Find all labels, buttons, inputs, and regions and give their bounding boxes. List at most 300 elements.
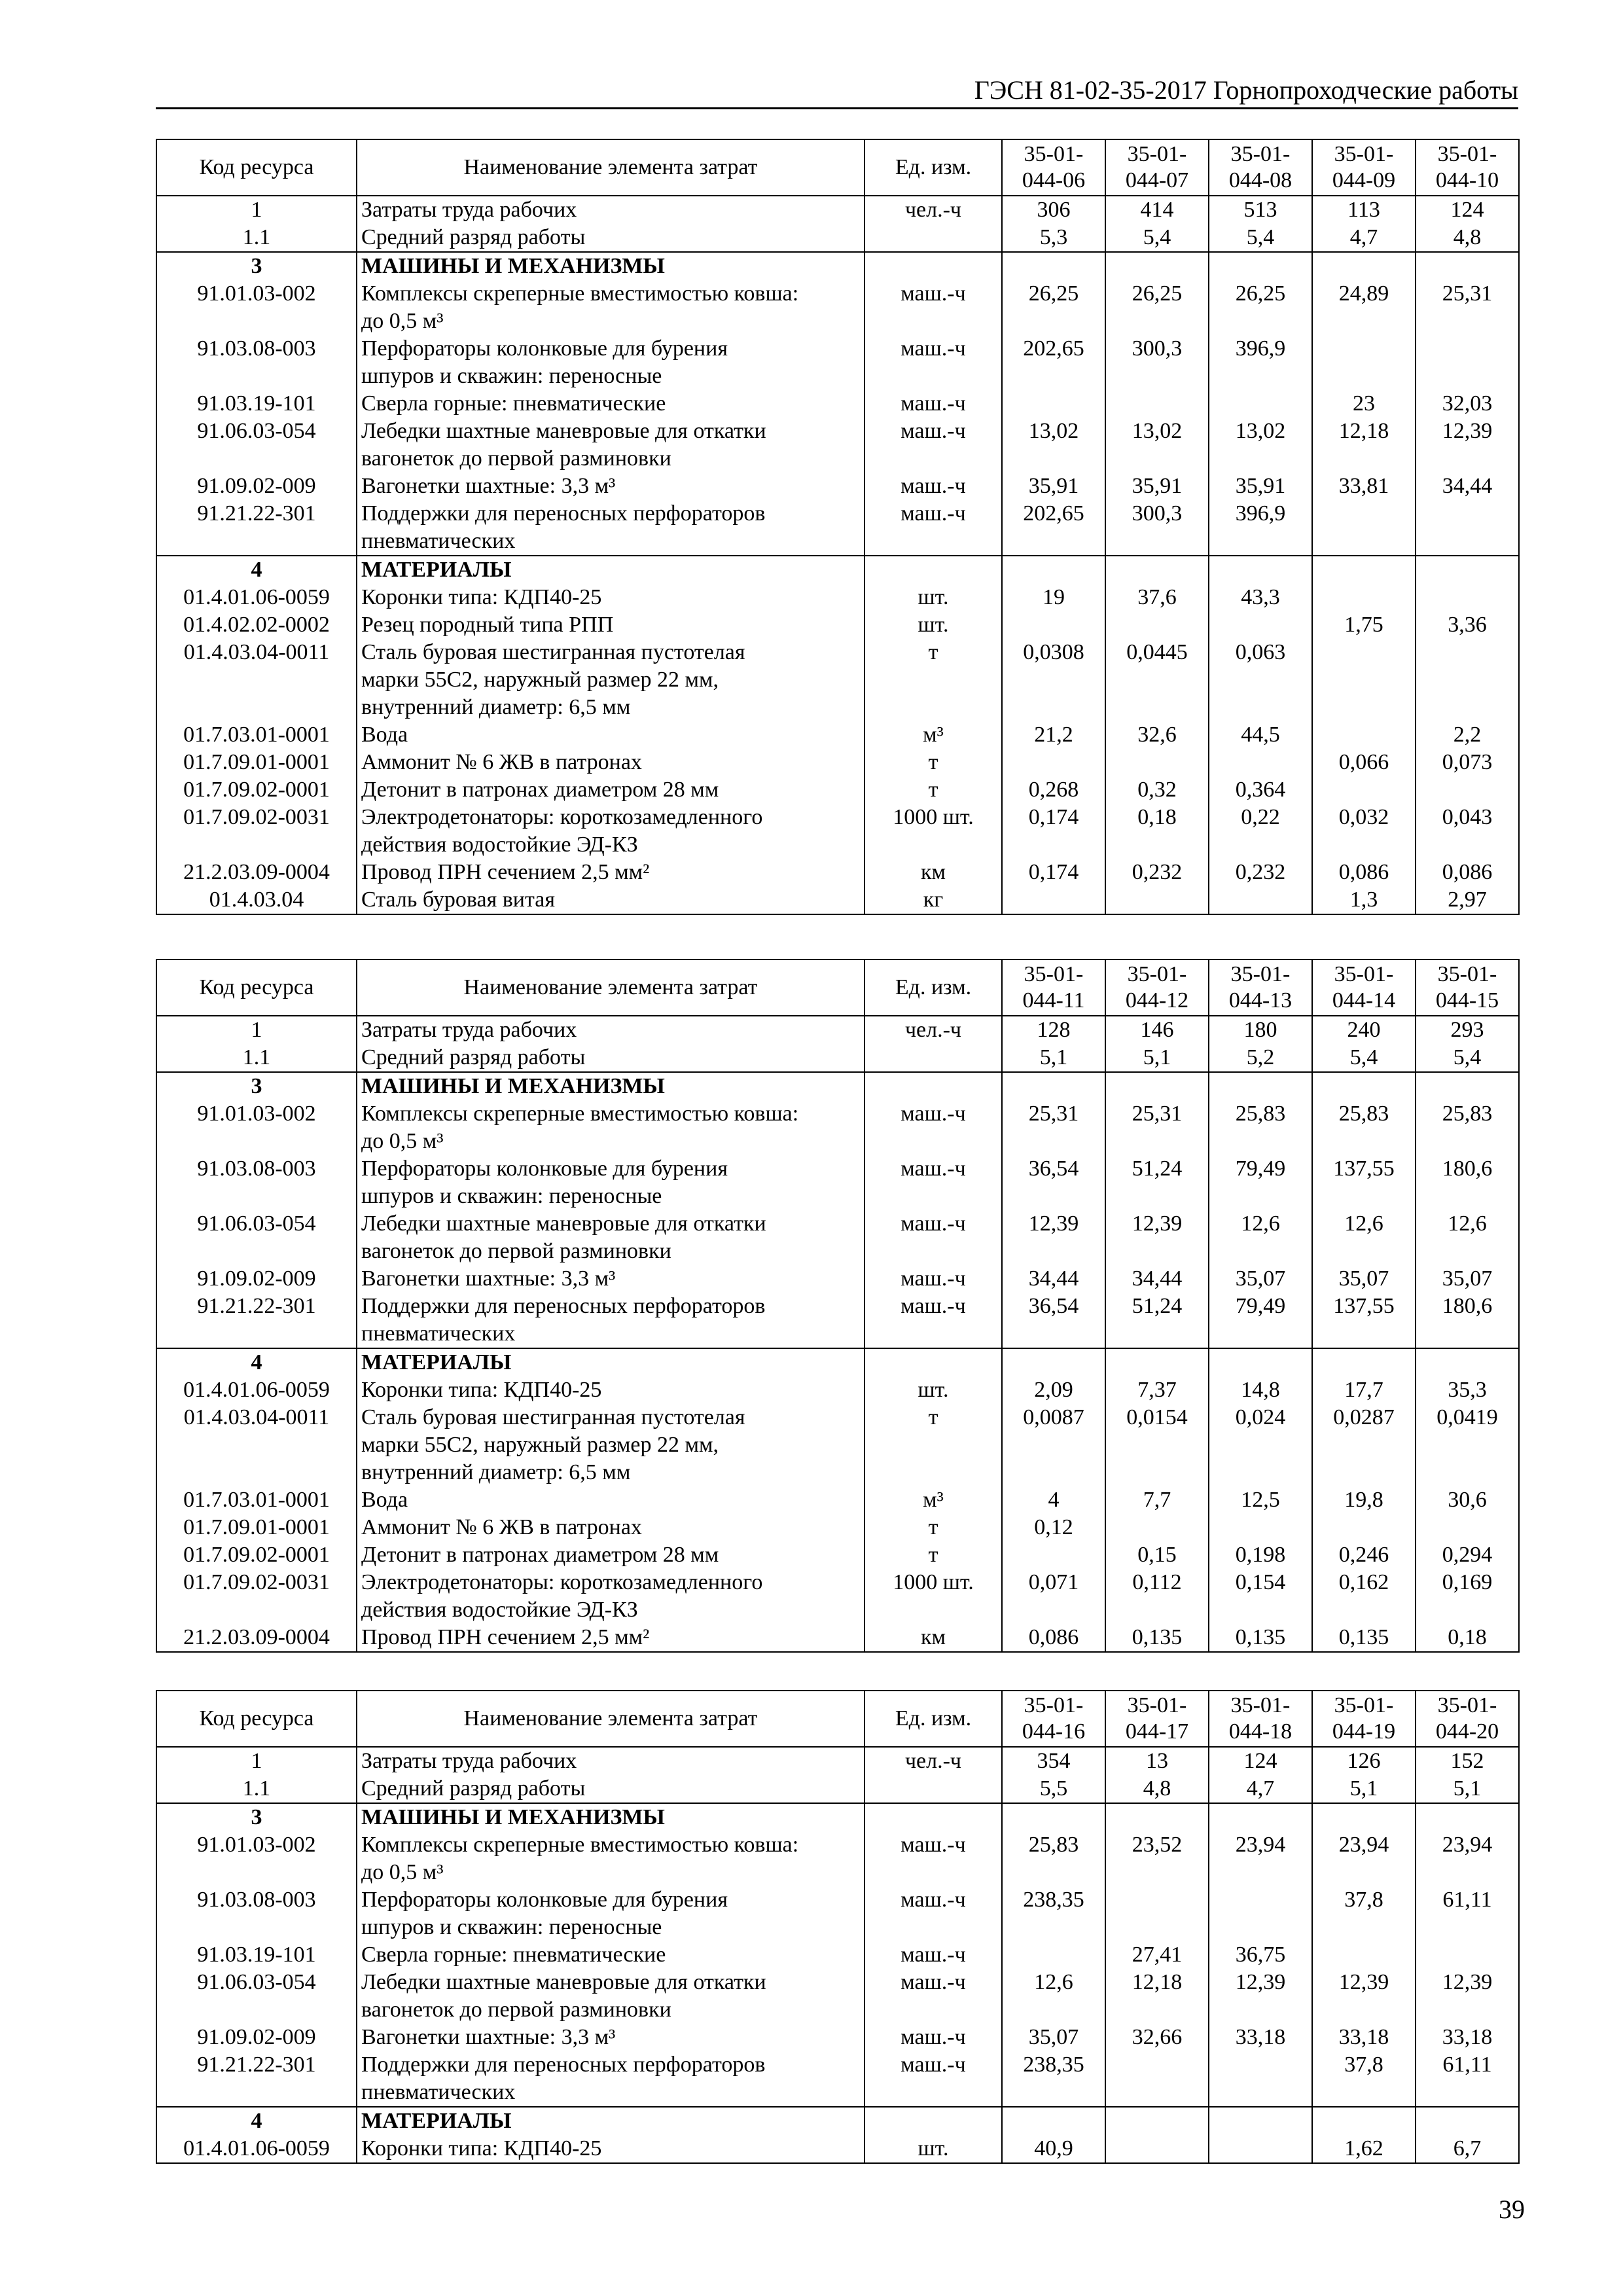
table-row <box>156 2024 1519 2051</box>
resource-code: 1 <box>156 1016 357 1044</box>
norm-value: 5,4 <box>1105 224 1209 252</box>
norm-value: 180,6 <box>1416 1293 1519 1348</box>
resource-code: 91.03.08-003 <box>156 1886 357 1941</box>
unit <box>865 1044 1002 1072</box>
resource-code: 21.2.03.09-0004 <box>156 859 357 886</box>
header-code: Код ресурса <box>156 1691 357 1747</box>
table-row <box>156 1486 1519 1514</box>
cost-element-name: Средний разряд работы <box>357 224 865 252</box>
header-norm-code: 35-01- 044-06 <box>1002 139 1105 196</box>
norm-value: 0,169 <box>1416 1569 1519 1624</box>
norm-value <box>1416 1348 1519 1376</box>
unit: 1000 шт. <box>865 1569 1002 1624</box>
norm-value: 12,18 <box>1312 418 1416 473</box>
norm-value: 124 <box>1416 196 1519 224</box>
unit: чел.-ч <box>865 196 1002 224</box>
norm-value: 0,162 <box>1312 1569 1416 1624</box>
table-row <box>156 611 1519 639</box>
norm-value: 25,31 <box>1416 280 1519 335</box>
cost-element-name: Вагонетки шахтные: 3,3 м³ <box>357 473 865 500</box>
unit: маш.-ч <box>865 1886 1002 1941</box>
resource-code: 91.03.08-003 <box>156 335 357 390</box>
cost-element-name: Лебедки шахтные маневровые для откатки вагонеток до первой разминовки <box>357 418 865 473</box>
norm-value: 12,6 <box>1416 1210 1519 1265</box>
cost-element-name: Комплексы скреперные вместимостью ковша: до 0,5 м³ <box>357 1831 865 1886</box>
norm-value: 0,198 <box>1209 1541 1312 1569</box>
norm-value <box>1105 1886 1209 1941</box>
norm-value: 25,83 <box>1209 1100 1312 1155</box>
norm-value <box>1416 500 1519 556</box>
unit: т <box>865 1404 1002 1486</box>
norm-value: 0,364 <box>1209 776 1312 804</box>
norm-value: 2,2 <box>1416 721 1519 749</box>
norm-value <box>1416 776 1519 804</box>
table-row <box>156 886 1519 914</box>
table-row <box>156 804 1519 859</box>
header-norm-code: 35-01- 044-08 <box>1209 139 1312 196</box>
norm-value: 180,6 <box>1416 1155 1519 1210</box>
norm-value <box>1002 886 1105 914</box>
unit: маш.-ч <box>865 1265 1002 1293</box>
resource-code: 01.7.09.02-0031 <box>156 804 357 859</box>
norm-value: 137,55 <box>1312 1155 1416 1210</box>
unit: маш.-ч <box>865 473 1002 500</box>
norm-value: 0,073 <box>1416 749 1519 776</box>
resource-code: 91.03.19-101 <box>156 390 357 418</box>
norm-value: 128 <box>1002 1016 1105 1044</box>
norm-value: 0,174 <box>1002 859 1105 886</box>
norm-value: 5,1 <box>1312 1775 1416 1803</box>
unit: м³ <box>865 1486 1002 1514</box>
section-row <box>156 1016 1519 1044</box>
unit: т <box>865 1514 1002 1541</box>
unit <box>865 1775 1002 1803</box>
norm-value <box>1105 252 1209 280</box>
header-norm-code: 35-01- 044-20 <box>1416 1691 1519 1747</box>
norm-value <box>1416 639 1519 721</box>
cost-element-name: Коронки типа: КДП40-25 <box>357 584 865 611</box>
table-row <box>156 1404 1519 1486</box>
norm-value: 34,44 <box>1416 473 1519 500</box>
unit: маш.-ч <box>865 1210 1002 1265</box>
resource-code: 91.01.03-002 <box>156 280 357 335</box>
resource-code: 01.7.09.02-0001 <box>156 776 357 804</box>
norm-value <box>1002 611 1105 639</box>
norm-value: 35,3 <box>1416 1376 1519 1404</box>
norm-value: 0,22 <box>1209 804 1312 859</box>
norm-value: 32,66 <box>1105 2024 1209 2051</box>
norm-value <box>1002 1941 1105 1969</box>
norm-value: 0,086 <box>1002 1624 1105 1652</box>
norm-value <box>1312 1514 1416 1541</box>
norm-value <box>1002 1348 1105 1376</box>
norm-value <box>1312 1348 1416 1376</box>
norm-value <box>1105 2135 1209 2163</box>
section-row <box>156 556 1519 584</box>
norm-value: 7,7 <box>1105 1486 1209 1514</box>
norm-value: 13,02 <box>1105 418 1209 473</box>
resource-code: 01.4.03.04-0011 <box>156 1404 357 1486</box>
unit: шт. <box>865 2135 1002 2163</box>
norm-value <box>1209 2051 1312 2107</box>
unit: шт. <box>865 584 1002 611</box>
norm-value: 300,3 <box>1105 500 1209 556</box>
unit: маш.-ч <box>865 1831 1002 1886</box>
unit: маш.-ч <box>865 500 1002 556</box>
cost-element-name: Перфораторы колонковые для бурения шпуров и скважин: переносные <box>357 1886 865 1941</box>
norm-value: 5,4 <box>1312 1044 1416 1072</box>
norm-value: 23,94 <box>1209 1831 1312 1886</box>
norm-value: 12,39 <box>1312 1969 1416 2024</box>
norm-value: 51,24 <box>1105 1155 1209 1210</box>
unit: кг <box>865 886 1002 914</box>
table-row <box>156 224 1519 252</box>
norm-value: 354 <box>1002 1747 1105 1775</box>
norm-value: 23,94 <box>1416 1831 1519 1886</box>
norm-value: 32,03 <box>1416 390 1519 418</box>
norm-value: 202,65 <box>1002 335 1105 390</box>
norm-value <box>1312 500 1416 556</box>
cost-element-name: МАТЕРИАЛЫ <box>357 1348 865 1376</box>
page-number: 39 <box>1499 2195 1525 2224</box>
header-norm-code: 35-01- 044-14 <box>1312 960 1416 1016</box>
cost-element-name: Средний разряд работы <box>357 1775 865 1803</box>
table-header-row <box>156 1691 1519 1747</box>
norm-value: 0,294 <box>1416 1541 1519 1569</box>
norm-value: 14,8 <box>1209 1376 1312 1404</box>
table-row <box>156 280 1519 335</box>
norm-value: 0,232 <box>1209 859 1312 886</box>
norm-value: 12,6 <box>1312 1210 1416 1265</box>
norm-value: 113 <box>1312 196 1416 224</box>
norm-value: 0,112 <box>1105 1569 1209 1624</box>
norm-value <box>1312 2107 1416 2135</box>
norm-value <box>1416 252 1519 280</box>
cost-element-name: Поддержки для переносных перфораторов пневматических <box>357 500 865 556</box>
cost-element-name: Сталь буровая шестигранная пустотелая марки 55С2, наружный размер 22 мм, внутренний диаметр: 6,5 мм <box>357 639 865 721</box>
cost-element-name: Комплексы скреперные вместимостью ковша: до 0,5 м³ <box>357 280 865 335</box>
cost-element-name: МАТЕРИАЛЫ <box>357 2107 865 2135</box>
norm-value <box>1416 2107 1519 2135</box>
table-row <box>156 1886 1519 1941</box>
cost-element-name: Аммонит № 6 ЖВ в патронах <box>357 749 865 776</box>
norm-value: 12,18 <box>1105 1969 1209 2024</box>
cost-element-name: Вагонетки шахтные: 3,3 м³ <box>357 1265 865 1293</box>
norm-value <box>1209 749 1312 776</box>
norm-value <box>1002 390 1105 418</box>
header-norm-code: 35-01- 044-07 <box>1105 139 1209 196</box>
norm-value: 36,75 <box>1209 1941 1312 1969</box>
unit <box>865 1803 1002 1831</box>
cost-element-name: Лебедки шахтные маневровые для откатки вагонеток до первой разминовки <box>357 1969 865 2024</box>
norm-value: 7,37 <box>1105 1376 1209 1404</box>
unit: маш.-ч <box>865 1293 1002 1348</box>
resource-code: 3 <box>156 252 357 280</box>
unit: маш.-ч <box>865 2051 1002 2107</box>
norm-value <box>1312 252 1416 280</box>
norm-value: 0,086 <box>1312 859 1416 886</box>
norm-value: 5,5 <box>1002 1775 1105 1803</box>
table-row <box>156 1293 1519 1348</box>
norm-value <box>1209 1886 1312 1941</box>
resource-code: 91.06.03-054 <box>156 418 357 473</box>
table-row <box>156 500 1519 556</box>
cost-element-name: Провод ПРН сечением 2,5 мм² <box>357 1624 865 1652</box>
norms-table-3 <box>156 1690 1520 2164</box>
norm-value <box>1209 2107 1312 2135</box>
norm-value: 6,7 <box>1416 2135 1519 2163</box>
resource-code: 01.4.02.02-0002 <box>156 611 357 639</box>
norm-value: 25,83 <box>1312 1100 1416 1155</box>
norm-value: 238,35 <box>1002 2051 1105 2107</box>
norm-value: 26,25 <box>1002 280 1105 335</box>
cost-element-name: Лебедки шахтные маневровые для откатки вагонеток до первой разминовки <box>357 1210 865 1265</box>
norm-value: 0,18 <box>1416 1624 1519 1652</box>
norm-value: 24,89 <box>1312 280 1416 335</box>
cost-element-name: Сверла горные: пневматические <box>357 1941 865 1969</box>
header-norm-code: 35-01- 044-13 <box>1209 960 1312 1016</box>
table-row <box>156 776 1519 804</box>
norm-value <box>1416 556 1519 584</box>
norm-value: 0,0445 <box>1105 639 1209 721</box>
cost-element-name: Сталь буровая витая <box>357 886 865 914</box>
norm-value: 23,94 <box>1312 1831 1416 1886</box>
norm-value: 33,18 <box>1209 2024 1312 2051</box>
norm-value: 396,9 <box>1209 335 1312 390</box>
norm-value: 4,8 <box>1105 1775 1209 1803</box>
norm-value <box>1002 252 1105 280</box>
norm-value <box>1209 1514 1312 1541</box>
norm-value: 12,39 <box>1416 1969 1519 2024</box>
norm-value: 5,4 <box>1416 1044 1519 1072</box>
resource-code: 1 <box>156 1747 357 1775</box>
norm-value: 300,3 <box>1105 335 1209 390</box>
unit: маш.-ч <box>865 280 1002 335</box>
cost-element-name: Затраты труда рабочих <box>357 1016 865 1044</box>
norm-value: 0,032 <box>1312 804 1416 859</box>
unit: т <box>865 749 1002 776</box>
header-norm-code: 35-01- 044-10 <box>1416 139 1519 196</box>
norm-value: 4 <box>1002 1486 1105 1514</box>
norm-value: 25,83 <box>1002 1831 1105 1886</box>
norm-value: 5,3 <box>1002 224 1105 252</box>
resource-code: 01.7.03.01-0001 <box>156 721 357 749</box>
norm-value: 4,7 <box>1312 224 1416 252</box>
unit: чел.-ч <box>865 1747 1002 1775</box>
page-header <box>156 72 1518 109</box>
norm-value <box>1105 749 1209 776</box>
norm-value <box>1002 2107 1105 2135</box>
norm-value: 12,5 <box>1209 1486 1312 1514</box>
resource-code: 4 <box>156 556 357 584</box>
norm-value: 35,91 <box>1105 473 1209 500</box>
resource-code: 91.09.02-009 <box>156 2024 357 2051</box>
resource-code: 4 <box>156 1348 357 1376</box>
header-norm-code: 35-01- 044-12 <box>1105 960 1209 1016</box>
norm-value: 0,0419 <box>1416 1404 1519 1486</box>
norm-value <box>1312 776 1416 804</box>
norm-value: 37,8 <box>1312 1886 1416 1941</box>
cost-element-name: Электродетонаторы: короткозамедленного действия водостойкие ЭД-КЗ <box>357 1569 865 1624</box>
resource-code: 01.7.09.01-0001 <box>156 749 357 776</box>
norm-value: 137,55 <box>1312 1293 1416 1348</box>
norm-value: 19 <box>1002 584 1105 611</box>
cost-element-name: Средний разряд работы <box>357 1044 865 1072</box>
unit: км <box>865 859 1002 886</box>
norm-value: 23,52 <box>1105 1831 1209 1886</box>
section-row <box>156 2107 1519 2135</box>
norm-value: 0,174 <box>1002 804 1105 859</box>
norm-value: 0,268 <box>1002 776 1105 804</box>
norm-value <box>1105 886 1209 914</box>
norm-value: 5,1 <box>1416 1775 1519 1803</box>
table-row <box>156 1569 1519 1624</box>
resource-code: 91.03.08-003 <box>156 1155 357 1210</box>
norm-value: 37,8 <box>1312 2051 1416 2107</box>
header-name: Наименование элемента затрат <box>357 1691 865 1747</box>
resource-code: 91.03.19-101 <box>156 1941 357 1969</box>
norm-value <box>1416 584 1519 611</box>
header-norm-code: 35-01- 044-16 <box>1002 1691 1105 1747</box>
norm-value: 0,086 <box>1416 859 1519 886</box>
norm-value <box>1416 1803 1519 1831</box>
norm-value: 25,31 <box>1105 1100 1209 1155</box>
unit: шт. <box>865 1376 1002 1404</box>
norm-value: 240 <box>1312 1016 1416 1044</box>
norm-value <box>1105 1072 1209 1100</box>
table-row <box>156 1155 1519 1210</box>
header-norm-code: 35-01- 044-18 <box>1209 1691 1312 1747</box>
unit: т <box>865 1541 1002 1569</box>
section-row <box>156 196 1519 224</box>
norm-value: 180 <box>1209 1016 1312 1044</box>
unit <box>865 1348 1002 1376</box>
norms-table-1 <box>156 139 1520 915</box>
norm-value: 79,49 <box>1209 1155 1312 1210</box>
cost-element-name: МАШИНЫ И МЕХАНИЗМЫ <box>357 1803 865 1831</box>
table-row <box>156 2051 1519 2107</box>
norm-value: 34,44 <box>1105 1265 1209 1293</box>
table-row <box>156 584 1519 611</box>
cost-element-name: МАШИНЫ И МЕХАНИЗМЫ <box>357 252 865 280</box>
norm-value: 0,232 <box>1105 859 1209 886</box>
norm-value: 33,18 <box>1312 2024 1416 2051</box>
norm-value <box>1209 886 1312 914</box>
norm-value <box>1416 335 1519 390</box>
norm-value: 396,9 <box>1209 500 1312 556</box>
norm-value: 0,0087 <box>1002 1404 1105 1486</box>
norm-value: 2,97 <box>1416 886 1519 914</box>
norm-value: 5,2 <box>1209 1044 1312 1072</box>
table-row <box>156 390 1519 418</box>
norm-value: 40,9 <box>1002 2135 1105 2163</box>
norm-value: 30,6 <box>1416 1486 1519 1514</box>
norm-value: 35,07 <box>1209 1265 1312 1293</box>
unit: маш.-ч <box>865 335 1002 390</box>
norm-value: 146 <box>1105 1016 1209 1044</box>
norm-value: 12,39 <box>1105 1210 1209 1265</box>
norm-value: 0,024 <box>1209 1404 1312 1486</box>
table-row <box>156 721 1519 749</box>
table-row <box>156 1831 1519 1886</box>
norm-value: 1,62 <box>1312 2135 1416 2163</box>
resource-code: 91.21.22-301 <box>156 500 357 556</box>
unit: т <box>865 776 1002 804</box>
norm-value <box>1002 749 1105 776</box>
norm-value: 202,65 <box>1002 500 1105 556</box>
norm-value: 32,6 <box>1105 721 1209 749</box>
norm-value <box>1312 556 1416 584</box>
header-norm-code: 35-01- 044-17 <box>1105 1691 1209 1747</box>
cost-element-name: Поддержки для переносных перфораторов пневматических <box>357 1293 865 1348</box>
norm-value: 35,07 <box>1002 2024 1105 2051</box>
header-norm-code: 35-01- 044-15 <box>1416 960 1519 1016</box>
norm-value: 238,35 <box>1002 1886 1105 1941</box>
norm-value: 2,09 <box>1002 1376 1105 1404</box>
norm-value <box>1105 2107 1209 2135</box>
norm-value: 0,0287 <box>1312 1404 1416 1486</box>
cost-element-name: Вода <box>357 1486 865 1514</box>
resource-code: 01.7.09.02-0031 <box>156 1569 357 1624</box>
norm-value: 0,135 <box>1312 1624 1416 1652</box>
norm-value: 1,3 <box>1312 886 1416 914</box>
table-row <box>156 1541 1519 1569</box>
unit: т <box>865 639 1002 721</box>
norm-value: 0,0154 <box>1105 1404 1209 1486</box>
resource-code: 01.7.09.01-0001 <box>156 1514 357 1541</box>
norm-value: 26,25 <box>1105 280 1209 335</box>
header-unit: Ед. изм. <box>865 960 1002 1016</box>
unit <box>865 556 1002 584</box>
norm-value: 12,39 <box>1209 1969 1312 2024</box>
table-row <box>156 1265 1519 1293</box>
unit: шт. <box>865 611 1002 639</box>
norm-value: 5,4 <box>1209 224 1312 252</box>
unit: маш.-ч <box>865 418 1002 473</box>
unit <box>865 252 1002 280</box>
unit: км <box>865 1624 1002 1652</box>
table-row <box>156 1044 1519 1072</box>
norm-value: 44,5 <box>1209 721 1312 749</box>
resource-code: 1.1 <box>156 1044 357 1072</box>
header-unit: Ед. изм. <box>865 139 1002 196</box>
unit: маш.-ч <box>865 1155 1002 1210</box>
norm-value: 13,02 <box>1002 418 1105 473</box>
unit: маш.-ч <box>865 1969 1002 2024</box>
cost-element-name: Коронки типа: КДП40-25 <box>357 1376 865 1404</box>
norm-value <box>1209 390 1312 418</box>
cost-element-name: Вода <box>357 721 865 749</box>
norm-value: 0,135 <box>1105 1624 1209 1652</box>
norm-value <box>1312 1803 1416 1831</box>
norm-value <box>1416 1941 1519 1969</box>
norm-value: 13 <box>1105 1747 1209 1775</box>
norm-value: 35,07 <box>1312 1265 1416 1293</box>
norm-value: 12,39 <box>1416 418 1519 473</box>
norm-value <box>1105 1514 1209 1541</box>
norm-value: 79,49 <box>1209 1293 1312 1348</box>
norm-value: 3,36 <box>1416 611 1519 639</box>
norm-value: 0,135 <box>1209 1624 1312 1652</box>
norm-value: 35,91 <box>1002 473 1105 500</box>
norm-value: 26,25 <box>1209 280 1312 335</box>
norm-value: 34,44 <box>1002 1265 1105 1293</box>
table-row <box>156 2135 1519 2163</box>
table-row <box>156 473 1519 500</box>
table-row <box>156 1376 1519 1404</box>
cost-element-name: Сталь буровая шестигранная пустотелая марки 55С2, наружный размер 22 мм, внутренний диаметр: 6,5 мм <box>357 1404 865 1486</box>
section-row <box>156 1072 1519 1100</box>
